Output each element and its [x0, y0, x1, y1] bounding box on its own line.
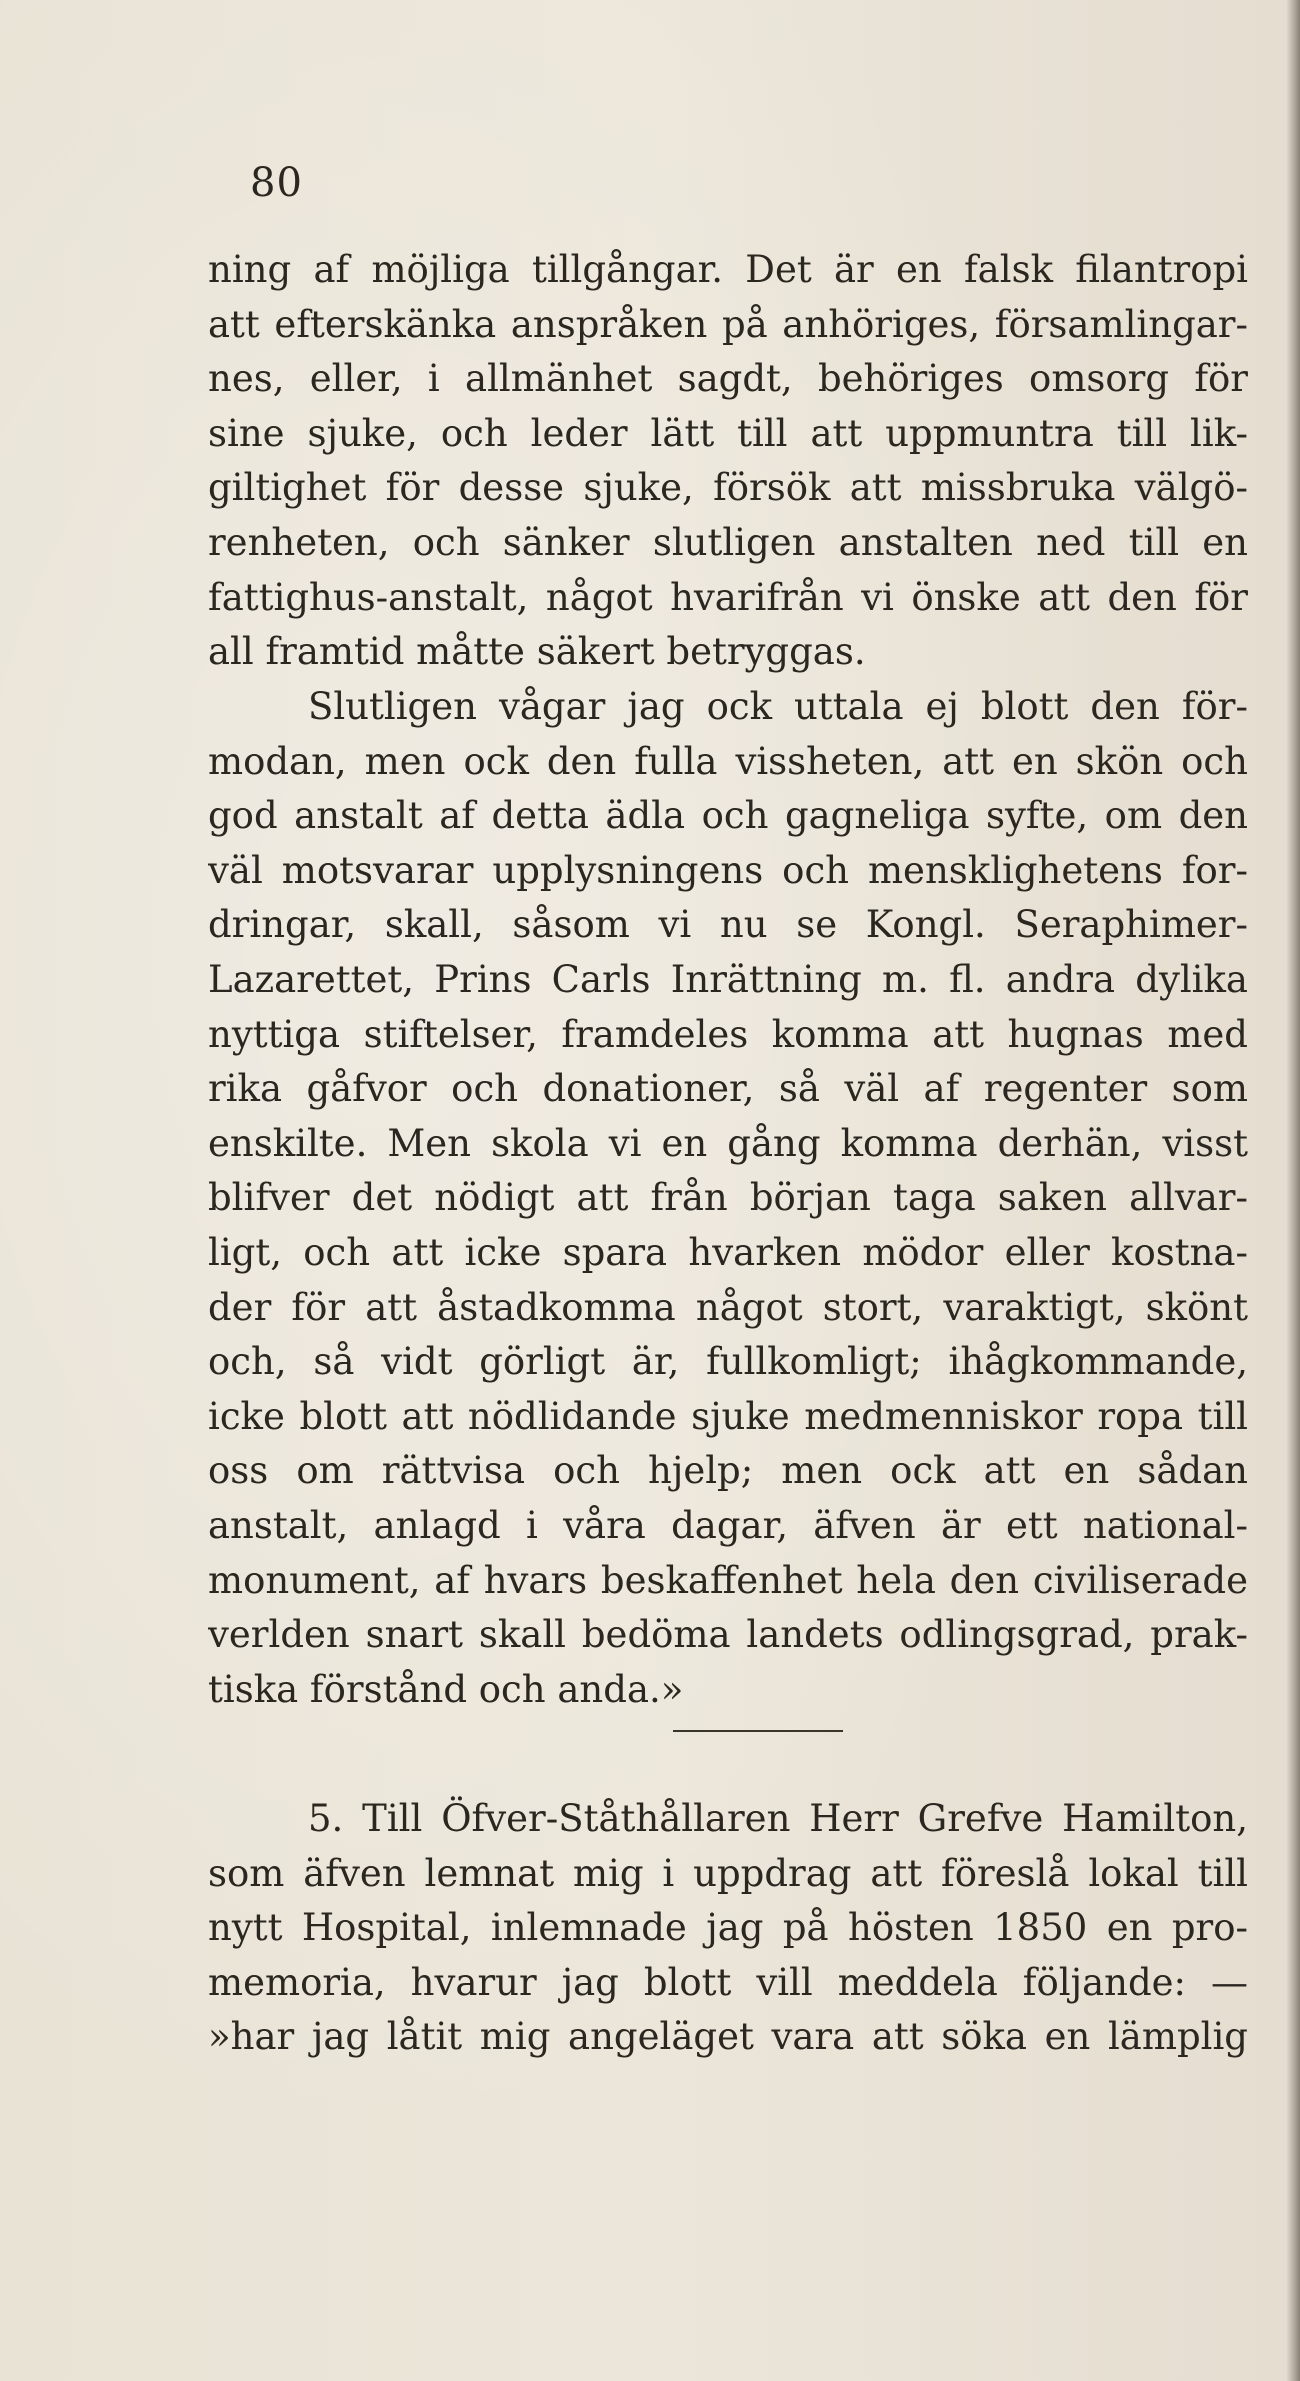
- text-line: ligt, och att icke spara hvarken mödor eller kostna-: [208, 1230, 1248, 1274]
- text-line: nyttiga stiftelser, framdeles komma att hugnas med: [208, 1012, 1248, 1056]
- text-line: fattighus-anstalt, något hvarifrån vi önske att den för: [208, 575, 1248, 619]
- text-line: anstalt, anlagd i våra dagar, äfven är ett national-: [208, 1503, 1248, 1547]
- text-line: enskilte. Men skola vi en gång komma derhän, visst: [208, 1121, 1248, 1165]
- text-line: nes, eller, i allmänhet sagdt, behöriges omsorg för: [208, 357, 1248, 401]
- text-line: sine sjuke, och leder lätt till att uppmuntra till lik-: [208, 411, 1248, 455]
- page-edge-shadow: [1286, 0, 1300, 2381]
- text-line: väl motsvarar upplysningens och mensklighetens for-: [208, 848, 1248, 892]
- text-line: som äfven lemnat mig i uppdrag att föreslå lokal till: [208, 1851, 1248, 1895]
- text-line: Slutligen vågar jag ock uttala ej blott den för-: [308, 685, 1248, 728]
- text-line: giltighet för desse sjuke, försök att missbruka välgö-: [208, 466, 1248, 510]
- page-number: 80: [250, 160, 303, 206]
- paragraph-2: [208, 680, 1248, 1717]
- text-line: blifver det nödigt att från början taga saken allvar-: [208, 1176, 1248, 1220]
- text-line: och, så vidt görligt är, fullkomligt; ihågkommande,: [208, 1340, 1248, 1384]
- text-line: monument, af hvars beskaffenhet hela den civiliserade: [208, 1558, 1248, 1602]
- text-line: rika gåfvor och donationer, så väl af regenter som: [208, 1067, 1248, 1111]
- text-line: Lazarettet, Prins Carls Inrättning m. fl. andra dylika: [208, 957, 1248, 1001]
- text-line: icke blott att nödlidande sjuke medmenniskor ropa till: [208, 1394, 1248, 1438]
- text-line: god anstalt af detta ädla och gagneliga syfte, om den: [208, 794, 1248, 838]
- text-line: memoria, hvarur jag blott vill meddela följande: —: [208, 1960, 1248, 2004]
- paragraph-1: [208, 243, 1248, 680]
- text-line: dringar, skall, såsom vi nu se Kongl. Seraphimer-: [208, 903, 1248, 947]
- text-line: verlden snart skall bedöma landets odlingsgrad, prak-: [208, 1613, 1248, 1657]
- text-line: all framtid måtte säkert betryggas.: [208, 630, 866, 674]
- text-line: nytt Hospital, inlemnade jag på hösten 1850 en pro-: [208, 1906, 1248, 1950]
- text-line: 5. Till Öfver-Ståthållaren Herr Grefve Hamilton,: [308, 1797, 1248, 1840]
- text-line: »har jag låtit mig angeläget vara att söka en lämplig: [208, 2015, 1248, 2059]
- text-line: att efterskänka anspråken på anhöriges, församlingar-: [208, 302, 1248, 346]
- paragraph-3: [208, 1792, 1248, 2065]
- text-line: ning af möjliga tillgångar. Det är en falsk filantropi: [208, 248, 1248, 291]
- text-line: oss om rättvisa och hjelp; men ock att en sådan: [208, 1449, 1248, 1493]
- text-line: renheten, och sänker slutligen anstalten ned till en: [208, 520, 1248, 564]
- text-line: der för att åstadkomma något stort, varaktigt, skönt: [208, 1285, 1248, 1329]
- section-divider: [673, 1730, 843, 1732]
- text-line: modan, men ock den fulla vissheten, att en skön och: [208, 739, 1248, 783]
- text-line: tiska förstånd och anda.»: [208, 1667, 684, 1711]
